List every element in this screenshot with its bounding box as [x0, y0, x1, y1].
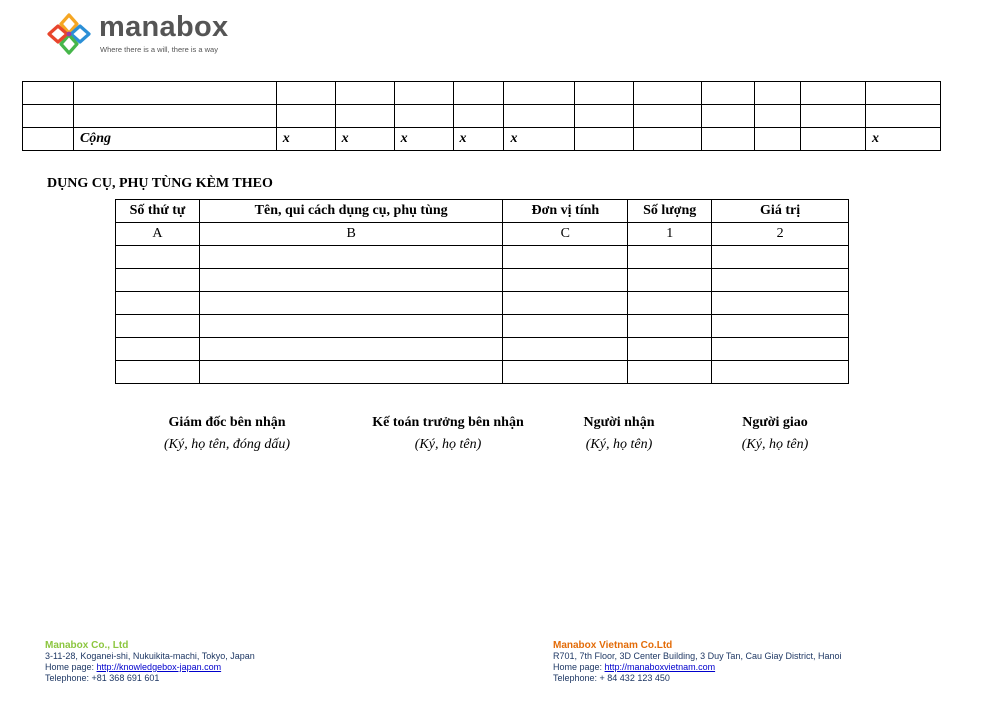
table-cell: [116, 292, 200, 315]
table-cell: [394, 82, 453, 105]
table-cell: [628, 361, 712, 384]
table-cell: [199, 246, 503, 269]
table-cell: [199, 361, 503, 384]
table-cell: [276, 82, 335, 105]
table-row: [116, 246, 849, 269]
logo-center: [67, 32, 72, 37]
table-cell: [199, 315, 503, 338]
table-cell: [575, 105, 634, 128]
signature-note: (Ký, họ tên): [741, 437, 809, 452]
table-cell: [199, 338, 503, 361]
table-cell: [628, 269, 712, 292]
company-logo: [46, 12, 246, 56]
table-cell: [755, 105, 801, 128]
table-cell: [634, 105, 702, 128]
code-cell: 1: [628, 223, 712, 246]
table-cell: [23, 105, 74, 128]
signature-receiver: [568, 415, 670, 453]
table-cell: [634, 82, 702, 105]
col-header-name: Tên, qui cách dụng cụ, phụ tùng: [199, 200, 503, 223]
table-cell: [116, 338, 200, 361]
table-cell: [73, 82, 276, 105]
col-header-value: Giá trị: [712, 200, 849, 223]
footer-homepage-label: Home page:: [553, 662, 605, 672]
footer-vietnam: [553, 640, 841, 684]
footer-homepage-link[interactable]: http://manaboxvietnam.com: [604, 662, 716, 672]
table-cell: [712, 292, 849, 315]
table-cell: [755, 128, 801, 151]
table-cell: Cộng: [73, 128, 276, 151]
logo-wordmark: manabox: [99, 11, 229, 43]
code-cell: C: [503, 223, 628, 246]
table-cell: [801, 128, 866, 151]
table-cell: [453, 105, 504, 128]
table-header-row: [116, 200, 849, 223]
footer-company-name: Manabox Vietnam Co.Ltd: [553, 640, 673, 651]
code-cell: A: [116, 223, 200, 246]
table-row: [116, 292, 849, 315]
table-cell: [503, 292, 628, 315]
table-row: [116, 361, 849, 384]
table-cell: [712, 246, 849, 269]
table-row: [116, 315, 849, 338]
table-cell: [628, 315, 712, 338]
table-cell: [276, 105, 335, 128]
table-cell: x: [335, 128, 394, 151]
table-cell: [23, 128, 74, 151]
table-cell: [335, 82, 394, 105]
signature-director: [150, 415, 304, 453]
footer-company-name: Manabox Co., Ltd: [45, 640, 129, 651]
signature-note: (Ký, họ tên): [414, 437, 482, 452]
footer-homepage-label: Home page:: [45, 662, 97, 672]
footer-japan: [45, 640, 255, 684]
footer-phone: Telephone: + 84 432 123 450: [553, 673, 670, 683]
table-cell: [116, 269, 200, 292]
table-cell: [199, 292, 503, 315]
table-cell: [702, 128, 755, 151]
code-cell: B: [199, 223, 503, 246]
table-cell: [801, 105, 866, 128]
table-cell: [453, 82, 504, 105]
table-cell: [116, 246, 200, 269]
footer-phone: Telephone: +81 368 691 601: [45, 673, 160, 683]
table-cell: [712, 338, 849, 361]
table-cell: x: [276, 128, 335, 151]
table-row: [23, 128, 941, 151]
table-cell: [503, 361, 628, 384]
table-cell: [504, 105, 575, 128]
table-cell: [628, 338, 712, 361]
table-cell: [23, 82, 74, 105]
table-cell: [755, 82, 801, 105]
footer-homepage: [45, 662, 255, 673]
table-row: [116, 338, 849, 361]
table-cell: [634, 128, 702, 151]
table-cell: [702, 82, 755, 105]
table-row: [23, 82, 941, 105]
table-cell: [503, 315, 628, 338]
table-cell: [575, 128, 634, 151]
table-cell: [335, 105, 394, 128]
table-cell: [628, 292, 712, 315]
table-cell: [702, 105, 755, 128]
table-cell: [504, 82, 575, 105]
table-cell: x: [453, 128, 504, 151]
table-cell: [503, 338, 628, 361]
table-cell: [712, 361, 849, 384]
table-cell: [628, 246, 712, 269]
col-header-stt: Số thứ tự: [116, 200, 200, 223]
section-title: DỤNG CỤ, PHỤ TÙNG KÈM THEO: [47, 176, 273, 191]
col-header-unit: Đơn vị tính: [503, 200, 628, 223]
signature-chief-accountant: [358, 415, 538, 453]
signature-deliverer: [724, 415, 826, 453]
signature-title: Người nhận: [583, 415, 655, 430]
table-cell: [503, 269, 628, 292]
col-header-quantity: Số lượng: [628, 200, 712, 223]
code-row: [116, 223, 849, 246]
table-cell: [199, 269, 503, 292]
signature-title: Giám đốc bên nhận: [168, 415, 286, 430]
logo-tagline: Where there is a will, there is a way: [100, 45, 218, 54]
footer-homepage-link[interactable]: http://knowledgebox-japan.com: [96, 662, 222, 672]
table-cell: [712, 269, 849, 292]
code-cell: 2: [712, 223, 849, 246]
table-cell: [712, 315, 849, 338]
table-row: [23, 105, 941, 128]
signature-note: (Ký, họ tên, đóng dấu): [164, 437, 290, 452]
table-cell: [73, 105, 276, 128]
table-cell: [116, 315, 200, 338]
table-cell: [503, 246, 628, 269]
footer-homepage: [553, 662, 841, 673]
signature-title: Người giao: [742, 415, 808, 430]
table-cell: [394, 105, 453, 128]
table-cell: x: [394, 128, 453, 151]
accessories-table: [115, 199, 849, 384]
table-cell: x: [866, 128, 941, 151]
table-cell: [575, 82, 634, 105]
signature-title: Kế toán trưởng bên nhận: [372, 415, 524, 430]
table-cell: x: [504, 128, 575, 151]
table-cell: [801, 82, 866, 105]
footer-address: R701, 7th Floor, 3D Center Building, 3 Duy Tan, Cau Giay District, Hanoi: [553, 651, 842, 661]
manabox-flower-icon: [46, 12, 92, 56]
table-cell: [116, 361, 200, 384]
footer-address: 3-11-28, Koganei-shi, Nukuikita-machi, Tokyo, Japan: [45, 651, 255, 661]
table-cell: [866, 82, 941, 105]
table-cell: [866, 105, 941, 128]
table-row: [116, 269, 849, 292]
summary-table: [22, 81, 941, 151]
signature-note: (Ký, họ tên): [585, 437, 653, 452]
